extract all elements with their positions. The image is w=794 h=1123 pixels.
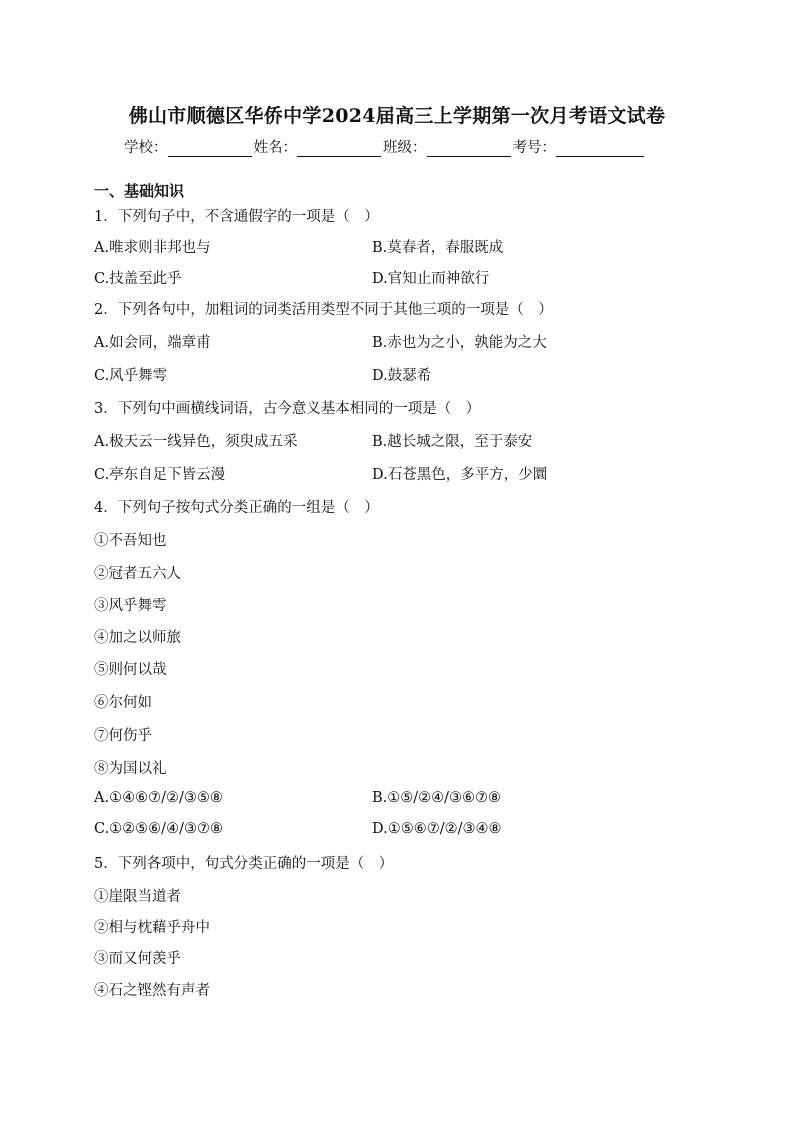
q3-option-c: C.亭东自足下皆云漫 [94, 467, 226, 483]
name-blank [297, 140, 381, 157]
q1-stem: 1．下列句子中，不含通假字的一项是（ ） [94, 209, 379, 225]
q4-item: ⑥尔何如 [94, 695, 152, 711]
student-info-row [124, 136, 684, 157]
q4-option-b: B.①⑤/②④/③⑥⑦⑧ [372, 790, 502, 806]
q5-stem: 5．下列各项中，句式分类正确的一项是（ ） [94, 856, 394, 872]
q1-option-a: A.唯求则非邦也与 [94, 240, 211, 256]
school-label: 学校： [124, 140, 168, 156]
q4-option-a: A.①④⑥⑦/②/③⑤⑧ [94, 790, 223, 806]
exam-title: 佛山市顺德区华侨中学2024届高三上学期第一次月考语文试卷 [128, 105, 666, 127]
q1-option-d: D.官知止而神欲行 [372, 271, 490, 287]
q3-option-d: D.石苍黑色，多平方，少圜 [372, 467, 548, 483]
q4-item: ④加之以师旅 [94, 630, 181, 646]
q4-option-d: D.①⑤⑥⑦/②/③④⑧ [372, 821, 502, 837]
q2-option-d: D.鼓瑟希 [372, 368, 432, 384]
q4-item: ③风乎舞雩 [94, 598, 167, 614]
number-label: 考号： [512, 140, 556, 156]
q5-item: ②相与枕藉乎舟中 [94, 920, 210, 936]
name-label: 姓名： [253, 140, 297, 156]
q2-option-a: A.如会同，端章甫 [94, 335, 211, 351]
q1-option-b: B.莫春者，春服既成 [372, 240, 504, 256]
q4-item: ⑤则何以哉 [94, 662, 167, 678]
q2-option-b: B.赤也为之小，孰能为之大 [372, 335, 547, 351]
q4-item: ①不吾知也 [94, 533, 167, 549]
q4-item: ⑦何伤乎 [94, 728, 152, 744]
school-blank [168, 140, 252, 157]
q4-item: ②冠者五六人 [94, 566, 181, 582]
q4-stem: 4．下列句子按句式分类正确的一组是（ ） [94, 500, 379, 516]
q4-item: ⑧为国以礼 [94, 761, 167, 777]
q3-option-b: B.越长城之限，至于泰安 [372, 434, 533, 450]
q4-option-c: C.①②⑤⑥/④/③⑦⑧ [94, 821, 223, 837]
class-label: 班级： [383, 140, 427, 156]
section-heading: 一、基础知识 [94, 182, 185, 200]
q5-item: ③而又何羡乎 [94, 951, 181, 967]
q3-option-a: A.极天云一线异色，须臾成五采 [94, 434, 298, 450]
class-blank [427, 140, 511, 157]
q3-stem: 3．下列句中画横线词语，古今意义基本相同的一项是（ ） [94, 401, 481, 417]
q2-stem: 2．下列各句中，加粗词的词类活用类型不同于其他三项的一项是（ ） [94, 302, 553, 318]
q5-item: ④石之铿然有声者 [94, 983, 210, 999]
q1-option-c: C.技盖至此乎 [94, 271, 182, 287]
q2-option-c: C.风乎舞雩 [94, 368, 168, 384]
q5-item: ①崖限当道者 [94, 889, 181, 905]
number-blank [556, 140, 644, 157]
